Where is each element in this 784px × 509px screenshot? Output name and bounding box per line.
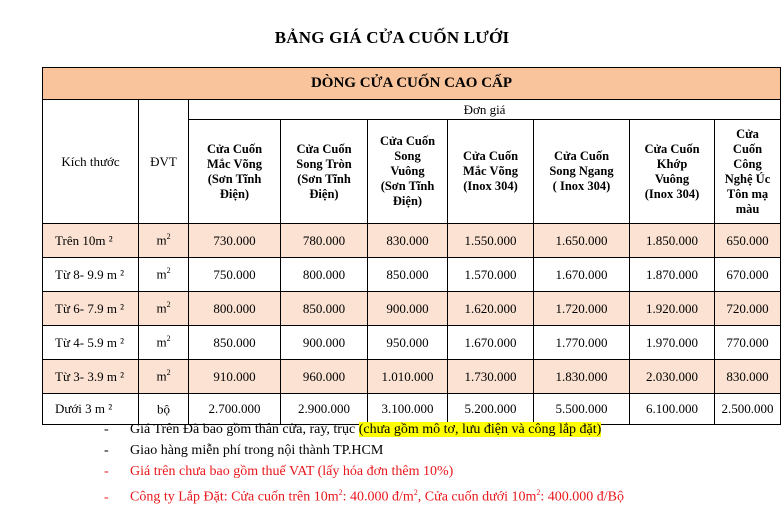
size-header: Kích thước — [43, 100, 139, 224]
price-cell: 1.620.000 — [448, 292, 534, 326]
price-cell: 720.000 — [715, 292, 781, 326]
price-group-header: Đơn giá — [189, 100, 781, 120]
price-cell: 1.850.000 — [630, 224, 715, 258]
price-cell: 1.650.000 — [534, 224, 630, 258]
price-cell: 2.700.000 — [189, 394, 281, 425]
size-cell: Dưới 3 m ² — [43, 394, 139, 425]
price-cell: 6.100.000 — [630, 394, 715, 425]
unit-cell: $m^2$ — [139, 258, 189, 292]
price-cell: 1.670.000 — [534, 258, 630, 292]
price-cell: 2.030.000 — [630, 360, 715, 394]
price-cell: 1.770.000 — [534, 326, 630, 360]
table-row — [43, 258, 781, 292]
column-header: Cửa Cuốn Công Nghệ Úc Tôn mạ màu — [715, 120, 781, 224]
price-cell: 900.000 — [281, 326, 368, 360]
table-row — [43, 292, 781, 326]
price-cell: 2.900.000 — [281, 394, 368, 425]
notes — [104, 419, 624, 508]
table-row — [43, 224, 781, 258]
price-cell: 850.000 — [281, 292, 368, 326]
price-cell: 3.100.000 — [368, 394, 448, 425]
price-cell: 900.000 — [368, 292, 448, 326]
note-delivery: - Giao hàng miễn phí trong nội thành TP.HCM — [104, 443, 384, 458]
price-cell: 800.000 — [189, 292, 281, 326]
column-header: Cửa Cuốn Song Ngang ( Inox 304) — [534, 120, 630, 224]
price-cell: 850.000 — [368, 258, 448, 292]
price-cell: 770.000 — [715, 326, 781, 360]
price-cell: 950.000 — [368, 326, 448, 360]
table-row — [43, 326, 781, 360]
size-cell: Từ 8- 9.9 m ² — [43, 258, 139, 292]
price-cell: 1.830.000 — [534, 360, 630, 394]
price-cell: 1.550.000 — [448, 224, 534, 258]
note-included: - Giá Trên Đã bao gồm thân cửa, ray, trục (chưa gồm mô tơ, lưu điện và công lắp đặt) — [104, 422, 602, 437]
unit-cell: $m^2$ — [139, 326, 189, 360]
price-cell: 910.000 — [189, 360, 281, 394]
price-cell: 1.970.000 — [630, 326, 715, 360]
column-header: Cửa Cuốn Song Vuông (Sơn Tĩnh Điện) — [368, 120, 448, 224]
price-cell: 800.000 — [281, 258, 368, 292]
size-cell: Trên 10m ² — [43, 224, 139, 258]
price-cell: 960.000 — [281, 360, 368, 394]
column-header: Cửa Cuốn Mắc Võng (Inox 304) — [448, 120, 534, 224]
page-title: BẢNG GIÁ CỬA CUỐN LƯỚI — [274, 28, 510, 47]
unit-header: ĐVT — [139, 100, 189, 224]
size-cell: Từ 3- 3.9 m ² — [43, 360, 139, 394]
size-cell: Từ 4- 5.9 m ² — [43, 326, 139, 360]
price-cell: 5.500.000 — [534, 394, 630, 425]
price-cell: 1.720.000 — [534, 292, 630, 326]
price-cell: 1.670.000 — [448, 326, 534, 360]
price-cell: 1.730.000 — [448, 360, 534, 394]
column-header: Cửa Cuốn Mắc Võng (Sơn Tĩnh Điện) — [189, 120, 281, 224]
price-cell: 850.000 — [189, 326, 281, 360]
price-table — [42, 67, 781, 425]
price-cell: 1.010.000 — [368, 360, 448, 394]
price-cell: 1.570.000 — [448, 258, 534, 292]
price-cell: 750.000 — [189, 258, 281, 292]
table-banner: DÒNG CỬA CUỐN CAO CẤP — [43, 68, 781, 100]
note-install: - Công ty Lắp Đặt: Cửa cuốn trên $10m^2$: 40.000 $đ/m^2$, Cửa cuốn dưới $10m^2$: 400.000 đ/Bộ — [104, 488, 625, 505]
price-cell: 830.000 — [715, 360, 781, 394]
note-vat: - Giá trên chưa bao gồm thuế VAT (lấy hóa đơn thêm 10%) — [104, 464, 454, 479]
unit-cell: bộ — [139, 394, 189, 425]
unit-cell: $m^2$ — [139, 224, 189, 258]
price-cell: 670.000 — [715, 258, 781, 292]
price-cell: 830.000 — [368, 224, 448, 258]
table-row — [43, 360, 781, 394]
price-cell: 1.870.000 — [630, 258, 715, 292]
note-highlight: (chưa gồm mô tơ, lưu điện và công lắp đặt) — [358, 422, 602, 437]
price-cell: 780.000 — [281, 224, 368, 258]
column-header: Cửa Cuốn Khớp Vuông (Inox 304) — [630, 120, 715, 224]
price-cell: 2.500.000 — [715, 394, 781, 425]
unit-cell: $m^2$ — [139, 360, 189, 394]
price-cell: 1.920.000 — [630, 292, 715, 326]
price-cell: 5.200.000 — [448, 394, 534, 425]
size-cell: Từ 6- 7.9 m ² — [43, 292, 139, 326]
price-cell: 650.000 — [715, 224, 781, 258]
price-cell: 730.000 — [189, 224, 281, 258]
unit-cell: $m^2$ — [139, 292, 189, 326]
column-header: Cửa Cuốn Song Tròn (Sơn Tĩnh Điện) — [281, 120, 368, 224]
